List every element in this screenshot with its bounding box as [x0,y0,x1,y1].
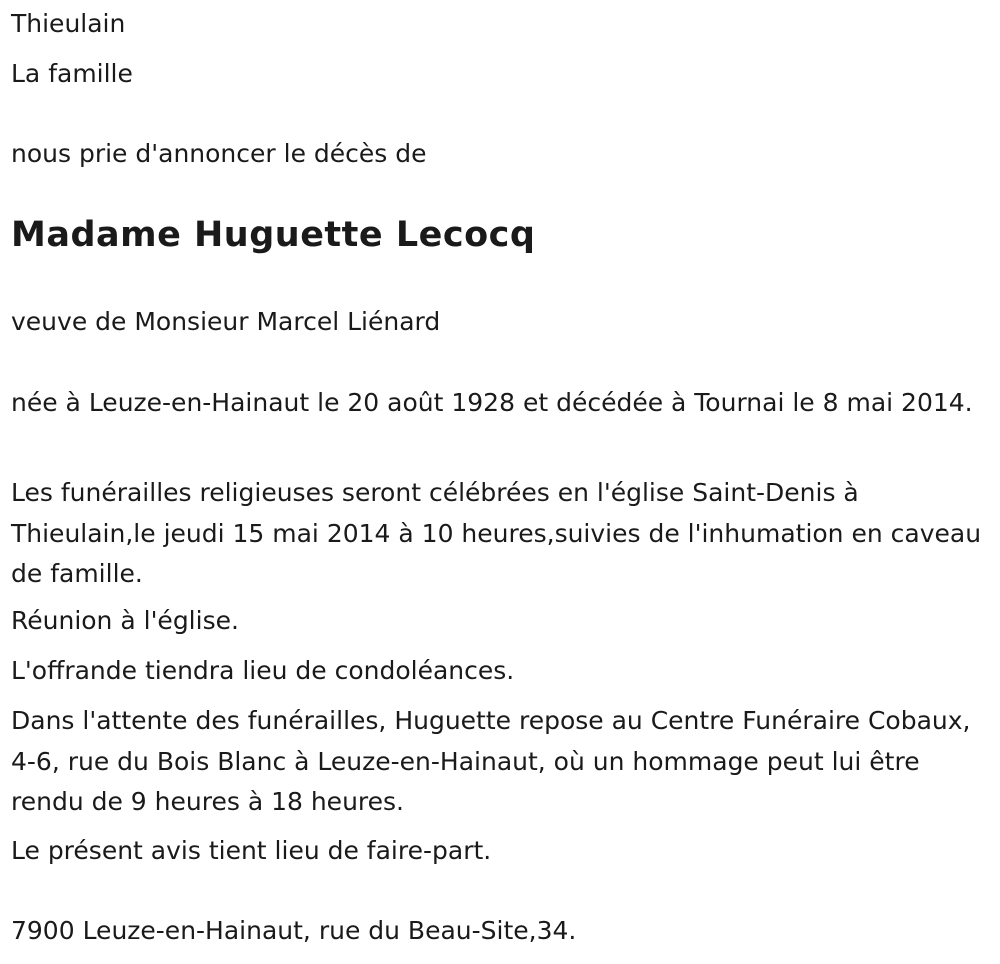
family-line: La famille [11,59,133,88]
announcement-line: nous prie d'annoncer le décès de [11,139,427,168]
offering-line: L'offrande tiendra lieu de condoléances. [11,656,515,685]
resting-paragraph: Dans l'attente des funérailles, Huguette repose au Centre Funéraire Cobaux, 4-6, rue du Bois Blanc à Leuze-en-Hainaut, où un hommage peut lui être rendu de 9 heures à 18 heures. [11,706,971,816]
funeral-paragraph: Les funérailles religieuses seront célébrées en l'église Saint-Denis à Thieulain,le jeudi 15 mai 2014 à 10 heures,suivies de l'inhumation en caveau de famille. [11,478,982,588]
family-address: 7900 Leuze-en-Hainaut, rue du Beau-Site,34. [11,916,577,945]
widow-of-line: veuve de Monsieur Marcel Liénard [11,307,441,336]
city-name: Thieulain [11,9,126,38]
faire-part-line: Le présent avis tient lieu de faire-part. [11,836,492,865]
deceased-name: Madame Huguette Lecocq [11,215,536,255]
meeting-line: Réunion à l'église. [11,606,239,635]
birth-death-paragraph: née à Leuze-en-Hainaut le 20 août 1928 et décédée à Tournai le 8 mai 2014. [11,388,973,417]
